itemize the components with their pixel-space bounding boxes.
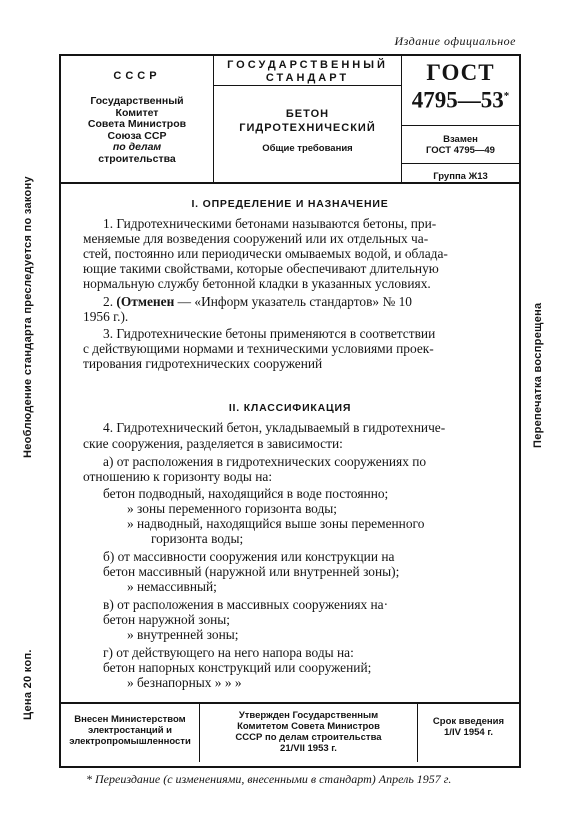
standard-type-line: ГОСУДАРСТВЕННЫЙ: [227, 59, 388, 71]
standard-type: [214, 56, 401, 86]
approved-by-cell: [200, 704, 418, 762]
gost-number-text: 4795—53: [411, 87, 504, 113]
paragraph-3-line: 3. Гидротехнические бетоны применяются в соответствии: [103, 326, 436, 341]
classification-line: бетон подводный, находящийся в воде постоянно;: [103, 486, 389, 501]
gost-label: ГОСТ: [426, 60, 495, 85]
committee-line: Совета Министров: [87, 118, 187, 130]
classification-line: горизонта воды;: [151, 531, 244, 546]
header-title-cell: [214, 56, 402, 182]
introduced-by-cell: [61, 704, 200, 762]
group-code: Группа Ж13: [433, 171, 488, 182]
introduced-line: Внесен Министерством: [74, 714, 186, 725]
header-issuer-cell: [61, 56, 214, 182]
header-divider: [61, 182, 519, 184]
committee-line: Комитет: [115, 106, 159, 119]
committee-line: строительства: [98, 152, 176, 165]
effective-date-cell: [418, 704, 519, 762]
margin-price: Цена 20 коп.: [22, 649, 34, 720]
paragraph-2: [103, 294, 412, 309]
document-title: [214, 108, 401, 135]
replaces-label: Взамен: [443, 134, 478, 145]
introduced-line: электростанций и: [87, 725, 173, 736]
effective-line: Срок введения: [432, 716, 505, 727]
gost-mark: *: [503, 90, 510, 102]
classification-line: бетон напорных конструкций или сооружений;: [103, 660, 372, 675]
classification-line: бетон массивный (наружной или внутренней зоны);: [103, 564, 400, 579]
paragraph-1-line: стей, постоянно или периодически омываемых водой, и облада-: [83, 246, 448, 261]
classification-line: ские сооружения, разделяется в зависимости:: [83, 436, 343, 451]
classification-line: в) от расположения в массивных сооружениях на·: [103, 597, 389, 612]
title-line: БЕТОН: [285, 108, 330, 120]
classification-line: » внутренней зоны;: [127, 627, 239, 642]
replaces-box: [402, 126, 519, 164]
section-1-title: I. ОПРЕДЕЛЕНИЕ И НАЗНАЧЕНИЕ: [191, 198, 389, 210]
committee-line: Союза ССР: [107, 129, 167, 142]
paragraph-3-line: тирования гидротехнических сооружений: [83, 356, 323, 371]
effective-line: 1/IV 1954 г.: [444, 727, 493, 738]
classification-line: бетон наружной зоны;: [103, 612, 231, 627]
paragraph-3-line: с действующими нормами и техническими условиями проек-: [83, 341, 434, 356]
gost-designation: [402, 62, 519, 126]
edition-label: Издание официальное: [394, 34, 516, 48]
approved-line: 21/VII 1953 г.: [280, 743, 337, 754]
committee-name: [61, 96, 213, 165]
margin-reprint-notice: Перепечатка воспрещена: [532, 302, 544, 448]
country-label: СССР: [113, 70, 161, 82]
replaces-value: ГОСТ 4795—49: [426, 145, 495, 156]
section-2-title: II. КЛАССИФИКАЦИЯ: [228, 402, 352, 414]
classification-line: » безнапорных » » »: [127, 675, 242, 690]
document-subtitle: Общие требования: [262, 143, 353, 154]
reissue-note: * Переиздание (с изменениями, внесенными в стандарт) Апрель 1957 г.: [86, 772, 452, 786]
paragraph-2-number: 2.: [103, 294, 117, 309]
classification-line: б) от массивности сооружения или конструкции на: [103, 549, 395, 564]
introduced-line: электропромышленности: [69, 736, 191, 747]
classification-line: г) от действующего на него напора воды на:: [103, 645, 354, 660]
gost-number: [402, 84, 519, 113]
classification-line: отношению к горизонту воды на:: [83, 469, 273, 484]
classification-line: » надводный, находящийся выше зоны переменного: [127, 516, 425, 531]
standard-type-line: СТАНДАРТ: [265, 72, 350, 84]
approved-line: Комитетом Совета Министров: [237, 721, 380, 732]
paragraph-1-line: меняемые для возведения сооружений или их отдельных ча-: [83, 231, 429, 246]
classification-line: 4. Гидротехнический бетон, укладываемый в гидротехниче-: [103, 420, 446, 435]
standard-page-frame: [59, 54, 521, 768]
paragraph-2-reference: — «Информ указатель стандартов» № 10: [174, 294, 412, 309]
paragraph-2-line: 1956 г.).: [83, 309, 129, 324]
committee-line: по делам: [112, 141, 162, 153]
approved-line: Утвержден Государственным: [238, 710, 379, 721]
classification-line: » немассивный;: [127, 579, 217, 594]
paragraph-1-line: 1. Гидротехническими бетонами называются бетоны, при-: [103, 216, 437, 231]
title-line: ГИДРОТЕХНИЧЕСКИЙ: [239, 121, 376, 134]
committee-line: Государственный: [90, 95, 184, 107]
paragraph-1-line: ющие такими свойствами, которые обеспечивают длительную: [83, 261, 439, 276]
margin-legal-notice: Необлюдение стандарта преследуется по закону: [22, 176, 34, 458]
classification-line: » зоны переменного горизонта воды;: [127, 501, 338, 516]
classification-line: а) от расположения в гидротехнических сооружениях по: [103, 454, 427, 469]
header-gost-cell: [402, 56, 519, 182]
approved-line: СССР по делам строительства: [235, 732, 382, 743]
paragraph-1-line: нормальную службу бетонной кладки в указанных условиях.: [83, 276, 431, 291]
paragraph-2-status: (Отменен: [116, 294, 175, 309]
